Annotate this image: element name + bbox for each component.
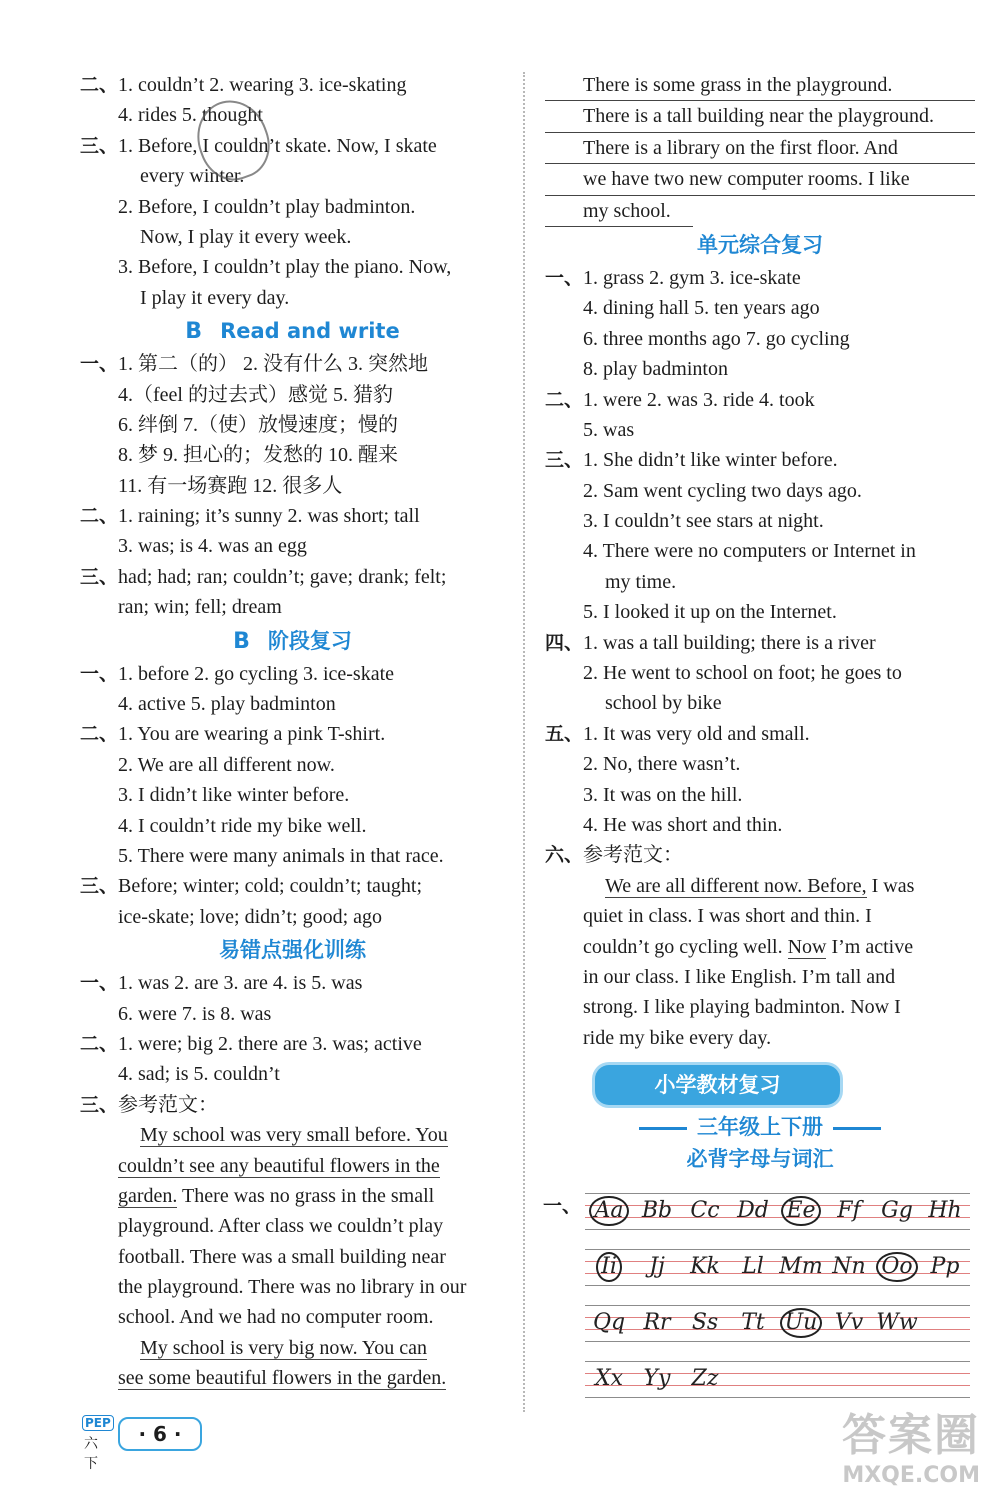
letter-pair: Vv — [834, 1310, 864, 1336]
answer-line: 4. There were no computers or Internet in — [583, 540, 916, 563]
essay-line: quiet in class. I was short and thin. I — [583, 905, 872, 928]
answer-line: 2. Sam went cycling two days ago. — [583, 479, 862, 502]
letter-row: 一、 Aa Bb Cc Dd Ee Ff Gg Hh — [585, 1183, 970, 1239]
page-number: · 6 · — [118, 1417, 202, 1451]
answer-line: every winter. — [140, 165, 245, 188]
answer-line: 二、1. couldn’t 2. wearing 3. ice-skating — [80, 74, 407, 96]
answer-line: Now, I play it every week. — [140, 225, 352, 248]
letter-pair: Ii — [585, 1239, 633, 1295]
textbook-review-banner: 小学教材复习 — [595, 1065, 840, 1105]
answer-line: 4. active 5. play badminton — [118, 693, 336, 716]
answer-line: 五、1. It was very old and small. — [545, 722, 810, 745]
answer-line: 6. were 7. is 8. was — [118, 1002, 272, 1025]
answer-line: 3. was; is 4. was an egg — [118, 535, 307, 558]
answer-line: 三、参考范文： — [80, 1093, 218, 1116]
section-heading-error-training: 易错点强化训练 — [219, 938, 366, 963]
answer-line: 一、1. before 2. go cycling 3. ice-skate — [80, 662, 395, 685]
answer-line: 4.（feel 的过去式）感觉 5. 猎豹 — [118, 383, 393, 406]
essay-line: the playground. There was no library in our — [118, 1276, 467, 1299]
letter-pair: Xx — [594, 1366, 624, 1392]
letter-pair: Ff — [837, 1198, 861, 1224]
essay-line: couldn’t go cycling well. Now I’m active — [583, 935, 914, 958]
answer-line: 二、1. were 2. was 3. ride 4. took — [545, 388, 815, 411]
answer-line: 2. No, there wasn’t. — [583, 753, 741, 776]
letter-pair: Ww — [876, 1310, 918, 1336]
letter-pair: Mm — [779, 1254, 823, 1280]
answer-line: 3. I couldn’t see stars at night. — [583, 510, 824, 533]
essay-line: we have two new computer rooms. I like — [545, 164, 975, 195]
letter-pair: Zz — [691, 1366, 719, 1392]
answer-line: 5. There were many animals in that race. — [118, 844, 444, 867]
letter-pair: Ll — [742, 1254, 764, 1280]
essay-line: in our class. I like English. I’m tall and — [583, 965, 896, 988]
letter-pair: Jj — [649, 1254, 665, 1280]
answer-line: 4. rides 5. thought — [118, 104, 263, 127]
letter-pair: Rr — [643, 1310, 671, 1336]
letter-row — [585, 1239, 970, 1295]
answer-line: I play it every day. — [140, 286, 290, 309]
answer-line: 6. 绊倒 7.（使）放慢速度；慢的 — [118, 413, 398, 436]
letter-pair: Kk — [690, 1254, 720, 1280]
answer-line: 11. 有一场赛跑 12. 很多人 — [118, 474, 343, 497]
answer-line: 6. three months ago 7. go cycling — [583, 327, 850, 350]
column-divider — [523, 72, 525, 1412]
grade-heading: 三年级上下册 — [545, 1111, 975, 1143]
letter-pair: Nn — [832, 1254, 866, 1280]
answer-line: 3. Before, I couldn’t play the piano. Now, — [118, 256, 452, 279]
essay-line: school. And we had no computer room. — [118, 1306, 434, 1329]
left-column — [80, 70, 505, 1394]
answer-line: 三、had; had; ran; couldn’t; gave; drank; felt; — [80, 565, 447, 588]
essay-line: There is some grass in the playground. — [545, 70, 975, 101]
essay-line: There is a library on the first floor. And — [545, 133, 975, 164]
answer-line: 3. I didn’t like winter before. — [118, 784, 350, 807]
sample-essay-right — [545, 871, 975, 1053]
essay-line: see some beautiful flowers in the garden. — [118, 1367, 447, 1390]
answer-line: 一、1. grass 2. gym 3. ice-skate — [545, 266, 801, 289]
essay-line: garden. There was no grass in the small — [118, 1184, 435, 1207]
section-heading-unit-review: 单元综合复习 — [697, 232, 823, 257]
letter-practice — [545, 1183, 975, 1407]
grade-label: 六下 — [84, 1436, 98, 1472]
letter-pair: Uu — [777, 1295, 825, 1351]
essay-line: football. There was a small building near — [118, 1245, 446, 1268]
answer-line: 5. I looked it up on the Internet. — [583, 601, 837, 624]
answer-line: 二、1. raining; it’s sunny 2. was short; tall — [80, 505, 420, 528]
letter-pair: Bb — [641, 1198, 673, 1224]
pep-badge: PEP — [82, 1415, 114, 1431]
answer-line: my time. — [605, 570, 677, 593]
answer-line: school by bike — [605, 692, 722, 715]
answer-line: 二、1. were; big 2. there are 3. was; active — [80, 1032, 422, 1055]
essay-line: my school. — [545, 196, 693, 227]
essay-line: playground. After class we couldn’t play — [118, 1215, 444, 1238]
letter-pair: Aa — [585, 1183, 633, 1239]
section-heading-read-write: B Read and write — [185, 319, 400, 345]
letter-pair: Tt — [741, 1310, 765, 1336]
letters-heading: 必背字母与词汇 — [686, 1147, 834, 1172]
letter-pair: Ee — [777, 1183, 825, 1239]
answer-line: 3. It was on the hill. — [583, 783, 743, 806]
answer-line: 2. He went to school on foot; he goes to — [583, 662, 902, 685]
answer-line: 一、1. 第二（的） 2. 没有什么 3. 突然地 — [80, 353, 428, 376]
essay-line: strong. I like playing badminton. Now I — [583, 996, 901, 1019]
answer-line: 六、参考范文： — [545, 844, 683, 867]
letter-pair: Cc — [690, 1198, 720, 1224]
essay-line: ride my bike every day. — [583, 1026, 772, 1049]
letter-row — [585, 1295, 970, 1351]
answer-line: 三、1. She didn’t like winter before. — [545, 449, 838, 472]
answer-line: 三、Before; winter; cold; couldn’t; taught; — [80, 875, 423, 898]
letter-pair: Dd — [737, 1198, 769, 1224]
essay-line: My school was very small before. You — [140, 1124, 448, 1147]
answer-line: 三、1. Before, I couldn’t skate. Now, I skate — [80, 134, 437, 157]
answer-line: 8. 梦 9. 担心的；发愁的 10. 醒来 — [118, 444, 398, 467]
answer-line: 4. He was short and thin. — [583, 813, 783, 836]
letter-pair: Oo — [873, 1239, 921, 1295]
letter-pair: Qq — [592, 1310, 626, 1336]
answer-line: 2. Before, I couldn’t play badminton. — [118, 195, 416, 218]
answer-line: 4. I couldn’t ride my bike well. — [118, 814, 367, 837]
essay-line: There is a tall building near the playground. — [545, 101, 975, 132]
letter-pair: Ss — [691, 1310, 719, 1336]
essay-line: My school is very big now. You can — [140, 1336, 428, 1359]
answer-line: ice-skate; love; didn’t; good; ago — [118, 905, 383, 928]
answer-line: ran; win; fell; dream — [118, 596, 282, 619]
sample-essay-continued — [545, 70, 975, 227]
answer-line: 8. play badminton — [583, 358, 728, 381]
essay-line: We are all different now. Before, I was — [605, 874, 915, 897]
answer-line: 一、1. was 2. are 3. are 4. is 5. was — [80, 972, 363, 995]
answer-line: 4. sad; is 5. couldn’t — [118, 1063, 280, 1086]
sample-essay-left — [80, 1120, 505, 1394]
watermark-logo: 答案圈 MXQE.COM — [842, 1410, 980, 1488]
letter-pair: Hh — [928, 1198, 962, 1224]
letter-pair: Gg — [881, 1198, 913, 1224]
answer-line: 2. We are all different now. — [118, 753, 335, 776]
answer-line: 四、1. was a tall building; there is a river — [545, 631, 876, 654]
section-heading-stage-review: B 阶段复习 — [233, 628, 352, 654]
essay-line: couldn’t see any beautiful flowers in the — [118, 1154, 440, 1177]
answer-line: 5. was — [583, 418, 635, 441]
letter-pair: Pp — [930, 1254, 960, 1280]
answer-line: 4. dining hall 5. ten years ago — [583, 297, 820, 320]
right-column — [545, 70, 975, 1407]
answer-line: 二、1. You are wearing a pink T-shirt. — [80, 723, 386, 746]
letter-pair: Yy — [643, 1366, 671, 1392]
